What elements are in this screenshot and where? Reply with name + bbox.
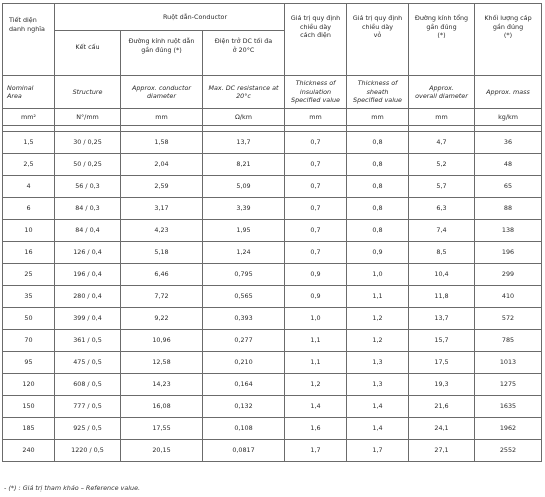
table-cell: 0,8: [347, 132, 409, 154]
table-cell: 1013: [475, 352, 542, 374]
table-cell: 1,5: [3, 132, 55, 154]
table-cell: 2,5: [3, 154, 55, 176]
table-cell: 185: [3, 418, 55, 440]
table-cell: 10: [3, 220, 55, 242]
table-cell: 14,23: [121, 374, 203, 396]
table-cell: 1220 / 0,5: [55, 440, 121, 462]
table-cell: 6,46: [121, 264, 203, 286]
table-cell: 19,3: [409, 374, 475, 396]
table-cell: 1,58: [121, 132, 203, 154]
table-cell: 0,8: [347, 154, 409, 176]
footnote: - (*) : Giá trị tham khảo – Reference value.: [4, 484, 141, 492]
table-row: [3, 330, 542, 352]
table-cell: 1,6: [285, 418, 347, 440]
table-cell: 785: [475, 330, 542, 352]
table-cell: 1,4: [347, 396, 409, 418]
table-cell: 30 / 0,25: [55, 132, 121, 154]
table-cell: 12,58: [121, 352, 203, 374]
overall-diameter-header: Đường kính tổng gần đúng (*): [409, 4, 475, 76]
mass-header-en: Approx. mass: [475, 76, 542, 109]
table-cell: 2,04: [121, 154, 203, 176]
table-cell: 25: [3, 264, 55, 286]
table-cell: 0,9: [285, 264, 347, 286]
table-cell: 1,1: [347, 286, 409, 308]
table-cell: 27,1: [409, 440, 475, 462]
table-row: [3, 396, 542, 418]
table-cell: 65: [475, 176, 542, 198]
table-cell: 24,1: [409, 418, 475, 440]
table-cell: 0,8: [347, 220, 409, 242]
table-cell: 0,7: [285, 154, 347, 176]
table-cell: 361 / 0,5: [55, 330, 121, 352]
table-cell: 0,795: [203, 264, 285, 286]
table-cell: 70: [3, 330, 55, 352]
table-cell: 6,3: [409, 198, 475, 220]
table-cell: 16: [3, 242, 55, 264]
table-cell: 88: [475, 198, 542, 220]
table-row: [3, 440, 542, 462]
table-cell: 138: [475, 220, 542, 242]
table-cell: 0,8: [347, 198, 409, 220]
unit-cell: Ω/km: [203, 109, 285, 126]
conductor-diameter-header-en: Approx. conductor diameter: [121, 76, 203, 109]
table-cell: 4,23: [121, 220, 203, 242]
sheath-header-en: Thickness of sheath Specified value: [347, 76, 409, 109]
table-cell: 56 / 0,3: [55, 176, 121, 198]
table-cell: 7,72: [121, 286, 203, 308]
unit-cell: mm: [285, 109, 347, 126]
table-cell: 84 / 0,3: [55, 198, 121, 220]
table-cell: 17,5: [409, 352, 475, 374]
table-row: [3, 308, 542, 330]
table-cell: 608 / 0,5: [55, 374, 121, 396]
table-row: [3, 264, 542, 286]
table-cell: 5,18: [121, 242, 203, 264]
table-row: [3, 176, 542, 198]
table-cell: 280 / 0,4: [55, 286, 121, 308]
table-cell: 0,565: [203, 286, 285, 308]
table-cell: 925 / 0,5: [55, 418, 121, 440]
table-cell: 17,55: [121, 418, 203, 440]
structure-header: Kết cấu: [55, 31, 121, 76]
table-cell: 1,3: [347, 352, 409, 374]
table-cell: 1275: [475, 374, 542, 396]
table-cell: 777 / 0,5: [55, 396, 121, 418]
table-row: [3, 374, 542, 396]
table-cell: 10,96: [121, 330, 203, 352]
table-cell: 8,5: [409, 242, 475, 264]
table-cell: 7,4: [409, 220, 475, 242]
table-cell: 8,21: [203, 154, 285, 176]
table-cell: 1,4: [285, 396, 347, 418]
table-cell: 50: [3, 308, 55, 330]
table-cell: 1,7: [347, 440, 409, 462]
table-cell: 95: [3, 352, 55, 374]
table-cell: 0,7: [285, 220, 347, 242]
table-cell: 50 / 0,25: [55, 154, 121, 176]
table-cell: 0,7: [285, 242, 347, 264]
table-cell: 3,39: [203, 198, 285, 220]
conductor-diameter-header: Đường kính ruột dẫn gần đúng (*): [121, 31, 203, 76]
table-cell: 475 / 0,5: [55, 352, 121, 374]
table-row: [3, 220, 542, 242]
table-cell: 6: [3, 198, 55, 220]
table-cell: 1,0: [285, 308, 347, 330]
table-cell: 15,7: [409, 330, 475, 352]
unit-cell: mm: [347, 109, 409, 126]
table-row: [3, 242, 542, 264]
cross-section-header-en: Nominal Area: [3, 76, 55, 109]
table-cell: 84 / 0,4: [55, 220, 121, 242]
cable-spec-table: [2, 3, 542, 462]
table-cell: 0,393: [203, 308, 285, 330]
table-cell: 399 / 0,4: [55, 308, 121, 330]
table-cell: 1,2: [285, 374, 347, 396]
table-cell: 0,9: [285, 286, 347, 308]
mass-header: Khối lượng cáp gần đúng (*): [475, 4, 542, 76]
table-cell: 4,7: [409, 132, 475, 154]
table-cell: 1,4: [347, 418, 409, 440]
table-cell: 410: [475, 286, 542, 308]
table-row: [3, 418, 542, 440]
table-row: [3, 286, 542, 308]
unit-cell: mm: [409, 109, 475, 126]
table-cell: 0,9: [347, 242, 409, 264]
table-cell: 48: [475, 154, 542, 176]
table-cell: 5,2: [409, 154, 475, 176]
table-row: [3, 154, 542, 176]
table-cell: 1,7: [285, 440, 347, 462]
table-cell: 1,2: [347, 308, 409, 330]
table-cell: 0,7: [285, 132, 347, 154]
table-cell: 1635: [475, 396, 542, 418]
table-cell: 13,7: [203, 132, 285, 154]
units-row: [3, 109, 542, 126]
table-cell: 0,164: [203, 374, 285, 396]
table-cell: 5,7: [409, 176, 475, 198]
table-cell: 4: [3, 176, 55, 198]
structure-header-en: Structure: [55, 76, 121, 109]
table-cell: 1,95: [203, 220, 285, 242]
table-cell: 21,6: [409, 396, 475, 418]
insulation-thickness-header: Giá trị quy định chiều dày cách điện: [285, 4, 347, 76]
table-cell: 299: [475, 264, 542, 286]
table-cell: 196: [475, 242, 542, 264]
table-cell: 1,1: [285, 352, 347, 374]
table-cell: 0,0817: [203, 440, 285, 462]
unit-cell: kg/km: [475, 109, 542, 126]
table-cell: 36: [475, 132, 542, 154]
table-cell: 572: [475, 308, 542, 330]
table-cell: 3,17: [121, 198, 203, 220]
table-cell: 10,4: [409, 264, 475, 286]
table-row: [3, 132, 542, 154]
cross-section-header: Tiết diện danh nghĩa: [3, 4, 55, 76]
cable-spec-table-wrapper: [2, 3, 541, 462]
table-cell: 196 / 0,4: [55, 264, 121, 286]
sheath-thickness-header: Giá trị quy định chiều dày vỏ: [347, 4, 409, 76]
table-cell: 0,8: [347, 176, 409, 198]
table-cell: 11,8: [409, 286, 475, 308]
table-cell: 0,132: [203, 396, 285, 418]
table-cell: 0,7: [285, 176, 347, 198]
table-cell: 1,1: [285, 330, 347, 352]
table-cell: 2,59: [121, 176, 203, 198]
table-row: [3, 198, 542, 220]
unit-cell: mm: [121, 109, 203, 126]
table-cell: 5,09: [203, 176, 285, 198]
table-cell: 16,08: [121, 396, 203, 418]
table-cell: 35: [3, 286, 55, 308]
table-cell: 1,24: [203, 242, 285, 264]
table-cell: 126 / 0,4: [55, 242, 121, 264]
insulation-header-en: Thickness of insulation Specified value: [285, 76, 347, 109]
unit-cell: mm²: [3, 109, 55, 126]
table-row: [3, 352, 542, 374]
table-cell: 1,2: [347, 330, 409, 352]
overall-diameter-header-en: Approx. overall diameter: [409, 76, 475, 109]
table-cell: 0,108: [203, 418, 285, 440]
table-cell: 2552: [475, 440, 542, 462]
table-cell: 1962: [475, 418, 542, 440]
table-cell: 240: [3, 440, 55, 462]
dc-resistance-header-en: Max. DC resistance at 20°c: [203, 76, 285, 109]
table-cell: 13,7: [409, 308, 475, 330]
table-cell: 0,277: [203, 330, 285, 352]
table-cell: 120: [3, 374, 55, 396]
dc-resistance-header: Điện trở DC tối đa ở 20°C: [203, 31, 285, 76]
table-cell: 0,210: [203, 352, 285, 374]
table-cell: 0,7: [285, 198, 347, 220]
conductor-group-header: Ruột dẫn-Conductor: [55, 4, 285, 31]
table-cell: 20,15: [121, 440, 203, 462]
table-cell: 1,0: [347, 264, 409, 286]
table-cell: 9,22: [121, 308, 203, 330]
table-cell: 1,3: [347, 374, 409, 396]
table-body: [3, 132, 542, 462]
table-cell: 150: [3, 396, 55, 418]
unit-cell: N°/mm: [55, 109, 121, 126]
